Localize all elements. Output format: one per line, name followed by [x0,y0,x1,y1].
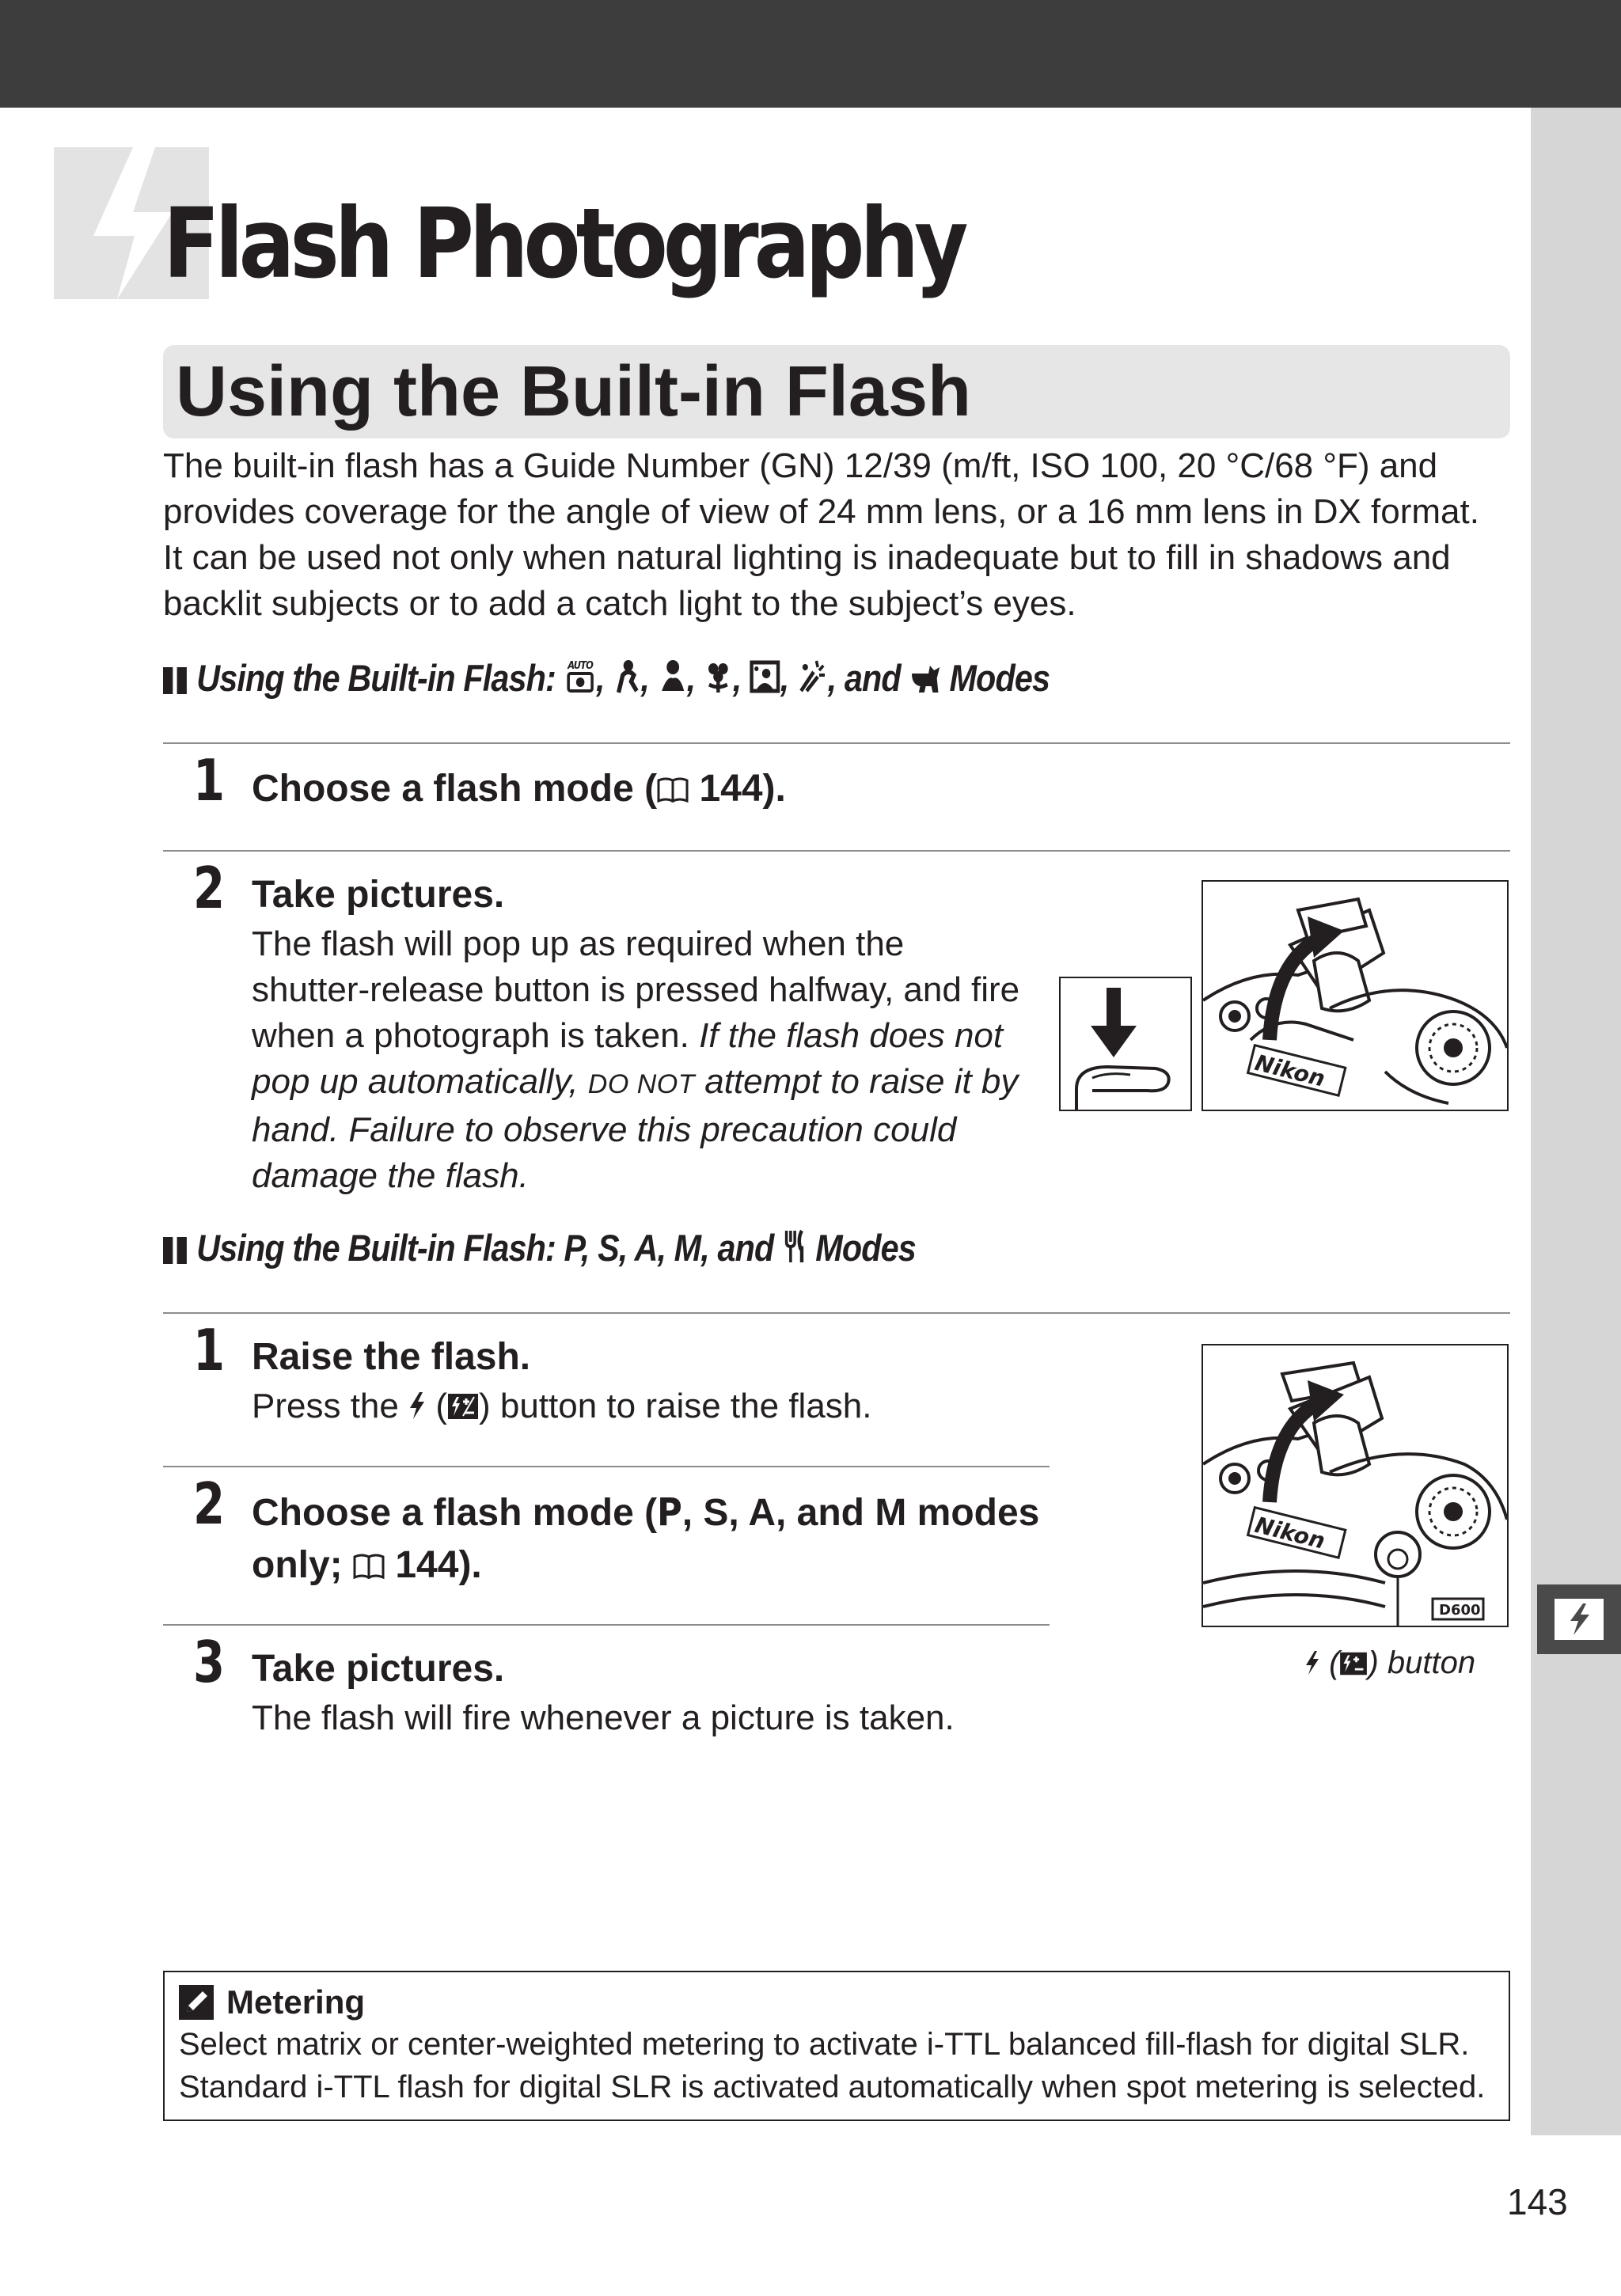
chapter-tab[interactable] [1537,1584,1621,1654]
camera-flash-raised-illustration [1203,1345,1507,1626]
auto-mode-icon [564,658,595,694]
step-number: 1 [193,1317,226,1383]
step-number: 1 [193,747,226,814]
book-reference-icon [353,1552,385,1579]
intro-paragraph [163,443,1524,627]
flash-compensation-icon [1339,1651,1368,1676]
pet-portrait-mode-icon [909,658,940,694]
heading-marker [177,1237,187,1264]
subheading-auto-modes: Using the Built-in Flash: AUTO , , , , , , and Modes [163,654,1050,703]
figure-caption: ( ) button [1304,1643,1475,1683]
child-mode-icon [658,658,687,694]
step-title: Choose a flash mode (P, S, A, and M modes only; 144). [252,1490,1040,1586]
flash-tab-icon [1555,1599,1604,1640]
step-body: Press the ( ) button to raise the flash. [252,1387,872,1425]
intro-line: The built-in flash has a Guide Number (GN) 12/39 (m/ft, ISO 100, 20 °C/68 °F) and [163,446,1438,485]
chapter-title: Flash Photography [163,188,964,300]
step-divider [163,850,1510,852]
book-reference-icon [657,776,689,803]
page-reference-link[interactable]: 144 [699,768,763,810]
step-divider [163,1312,1510,1314]
camera-popup-figure [1202,880,1509,1111]
step-divider [163,1624,1050,1626]
portrait-mode-icon [613,658,640,694]
camera-raised-figure [1202,1344,1509,1627]
top-bar [0,0,1621,108]
step-title: Take pictures. [252,874,505,916]
chapter-side-strip [1531,108,1621,2135]
step-title: Choose a flash mode ( 144). [252,768,786,810]
heading-marker [163,667,173,694]
flash-icon [1304,1649,1320,1676]
intro-line: provides coverage for the angle of view of 24 mm lens, or a 16 mm lens in DX format. [163,492,1479,531]
close-up-mode-icon [704,658,733,694]
step-divider [163,742,1510,744]
camera-brand: Nikon [1252,1049,1328,1092]
camera-brand: Nikon [1252,1511,1328,1554]
section-title: Using the Built-in Flash [176,352,971,431]
party-indoor-mode-icon [797,658,828,694]
page-number: 143 [1507,2181,1568,2222]
note-body: Select matrix or center-weighted metering to activate i-TTL balanced fill-flash for digital SLR. Standard i-TTL flash for digital SLR is activated automatically when spot metering is selected. [179,2027,1486,2104]
intro-line: It can be used not only when natural lighting is inadequate but to fill in shadows and [163,538,1451,577]
step-divider [163,1466,1050,1467]
intro-line: backlit subjects or to add a catch light to the subject’s eyes. [163,584,1076,623]
flash-icon [408,1391,426,1421]
heading-marker [163,1237,173,1264]
step-title: Take pictures. [252,1648,505,1690]
camera-model: D600 [1439,1602,1481,1619]
step-number: 2 [193,1471,226,1537]
camera-flash-popup-illustration [1203,882,1507,1110]
shutter-press-figure [1059,977,1192,1111]
flash-compensation-icon [447,1392,479,1421]
heading-marker [177,667,187,694]
metering-note [163,1971,1510,2121]
step-number: 3 [193,1629,226,1695]
pencil-note-icon [179,1985,214,2020]
food-mode-icon [782,1228,807,1264]
note-heading: Metering [179,1980,365,2025]
step-title: Raise the flash. [252,1336,531,1378]
shutter-press-icon [1061,978,1190,1110]
night-portrait-mode-icon [750,658,780,694]
step-body: The flash will fire whenever a picture is taken. [252,1698,955,1737]
auto-mode-label: AUTO [567,659,593,672]
step-number: 2 [193,855,226,921]
step-body: The flash will pop up as required when the shutter-release button is pressed halfway, and fire when a photograph is taken. If the flash does not pop up automatically, DO NOT attempt to raise it by hand. Failure to observe this precaution could damage the flash. [252,924,1020,1195]
page-reference-link[interactable]: 144 [395,1544,459,1586]
subheading-pasm-modes: Using the Built-in Flash: P, S, A, M, and Modes [163,1224,916,1273]
